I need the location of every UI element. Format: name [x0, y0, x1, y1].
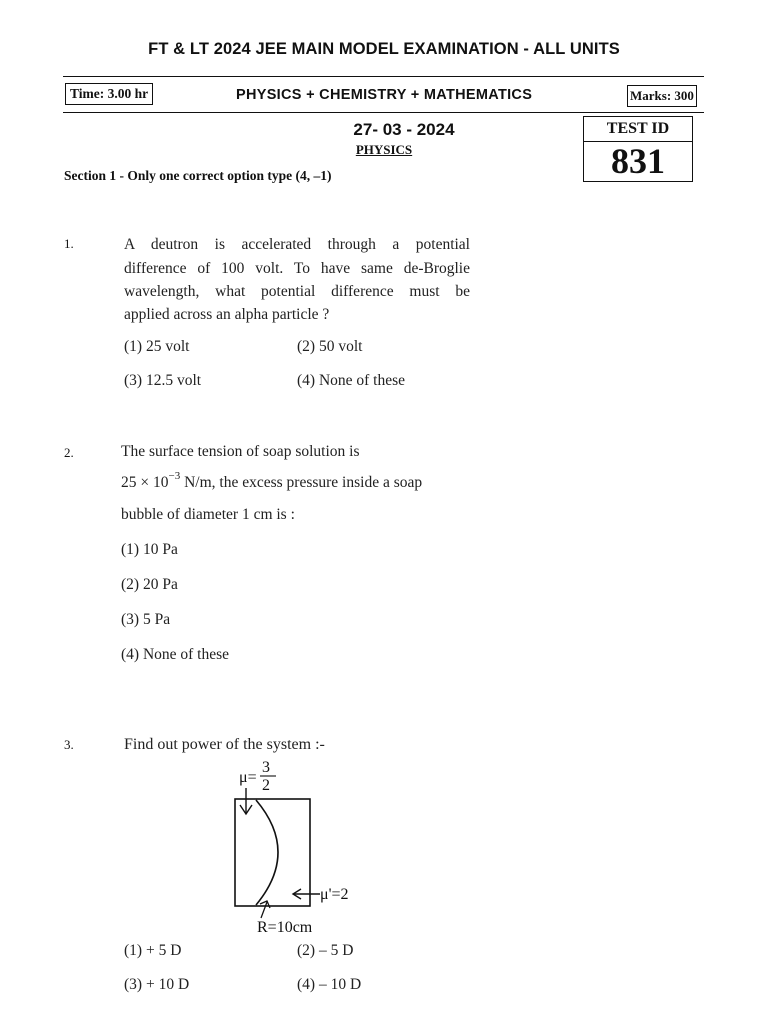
question-1-option-4[interactable]: (4) None of these	[297, 372, 406, 389]
curved-surface	[256, 800, 278, 905]
question-1-option-2[interactable]: (2) 50 volt	[297, 338, 363, 355]
question-3-line-1: Find out power of the system :-	[124, 736, 325, 753]
radius-pointer-line	[261, 902, 267, 918]
question-2-line-2	[121, 471, 422, 495]
question-2-line-3: bubble of diameter 1 cm is :	[121, 506, 295, 523]
question-2-option-3[interactable]: (3) 5 Pa	[121, 611, 171, 628]
exam-date: 27- 03 - 2024	[353, 120, 455, 139]
question-2-line-2-rest: N/m, the excess pressure inside a soap	[180, 474, 423, 491]
question-1-number: 1.	[64, 236, 74, 251]
question-1-option-1[interactable]: (1) 25 volt	[124, 338, 190, 355]
question-1-line-2: difference of 100 volt. To have same de-Broglie	[124, 260, 470, 277]
mu-numerator: 3	[262, 759, 270, 776]
mu-label: μ=	[239, 769, 257, 786]
question-3-option-3[interactable]: (3) + 10 D	[124, 976, 190, 993]
question-3-option-1[interactable]: (1) + 5 D	[124, 942, 182, 959]
mu-prime-label: μ'=2	[320, 886, 349, 903]
mu-denominator: 2	[262, 777, 270, 794]
time-box: Time: 3.00 hr	[65, 83, 153, 105]
question-3-option-2[interactable]: (2) – 5 D	[297, 942, 354, 959]
lens-figure	[220, 752, 360, 937]
question-2-option-2[interactable]: (2) 20 Pa	[121, 576, 178, 593]
test-id-number: 831	[611, 141, 665, 181]
test-id-box	[583, 116, 693, 182]
question-1-line-3: wavelength, what potential difference must be	[124, 283, 470, 300]
question-2-coefficient: 25 × 10	[121, 474, 169, 491]
exam-title: FT & LT 2024 JEE MAIN MODEL EXAMINATION - ALL UNITS	[148, 40, 620, 58]
subject-heading: PHYSICS	[355, 142, 413, 157]
question-2-exponent: −3	[168, 470, 181, 482]
question-2-line-1: The surface tension of soap solution is	[121, 443, 360, 460]
question-1-option-3[interactable]: (3) 12.5 volt	[124, 372, 202, 389]
question-3-number: 3.	[64, 737, 74, 752]
lens-diagram	[220, 752, 360, 937]
subjects-heading: PHYSICS + CHEMISTRY + MATHEMATICS	[236, 87, 533, 103]
marks-box: Marks: 300	[627, 85, 697, 107]
test-id-label: TEST ID	[584, 117, 692, 142]
question-2-number: 2.	[64, 445, 74, 460]
radius-label: R=10cm	[257, 919, 313, 936]
question-1-line-4: applied across an alpha particle ?	[124, 306, 330, 323]
header-bottom-rule	[63, 112, 704, 113]
question-2-option-1[interactable]: (1) 10 Pa	[121, 541, 178, 558]
question-3-option-4[interactable]: (4) – 10 D	[297, 976, 362, 993]
section-heading: Section 1 - Only one correct option type (4, –1)	[64, 168, 332, 183]
question-1-line-1: A deutron is accelerated through a potential	[124, 236, 470, 253]
question-2-option-4[interactable]: (4) None of these	[121, 646, 230, 663]
header-top-rule	[63, 76, 704, 77]
